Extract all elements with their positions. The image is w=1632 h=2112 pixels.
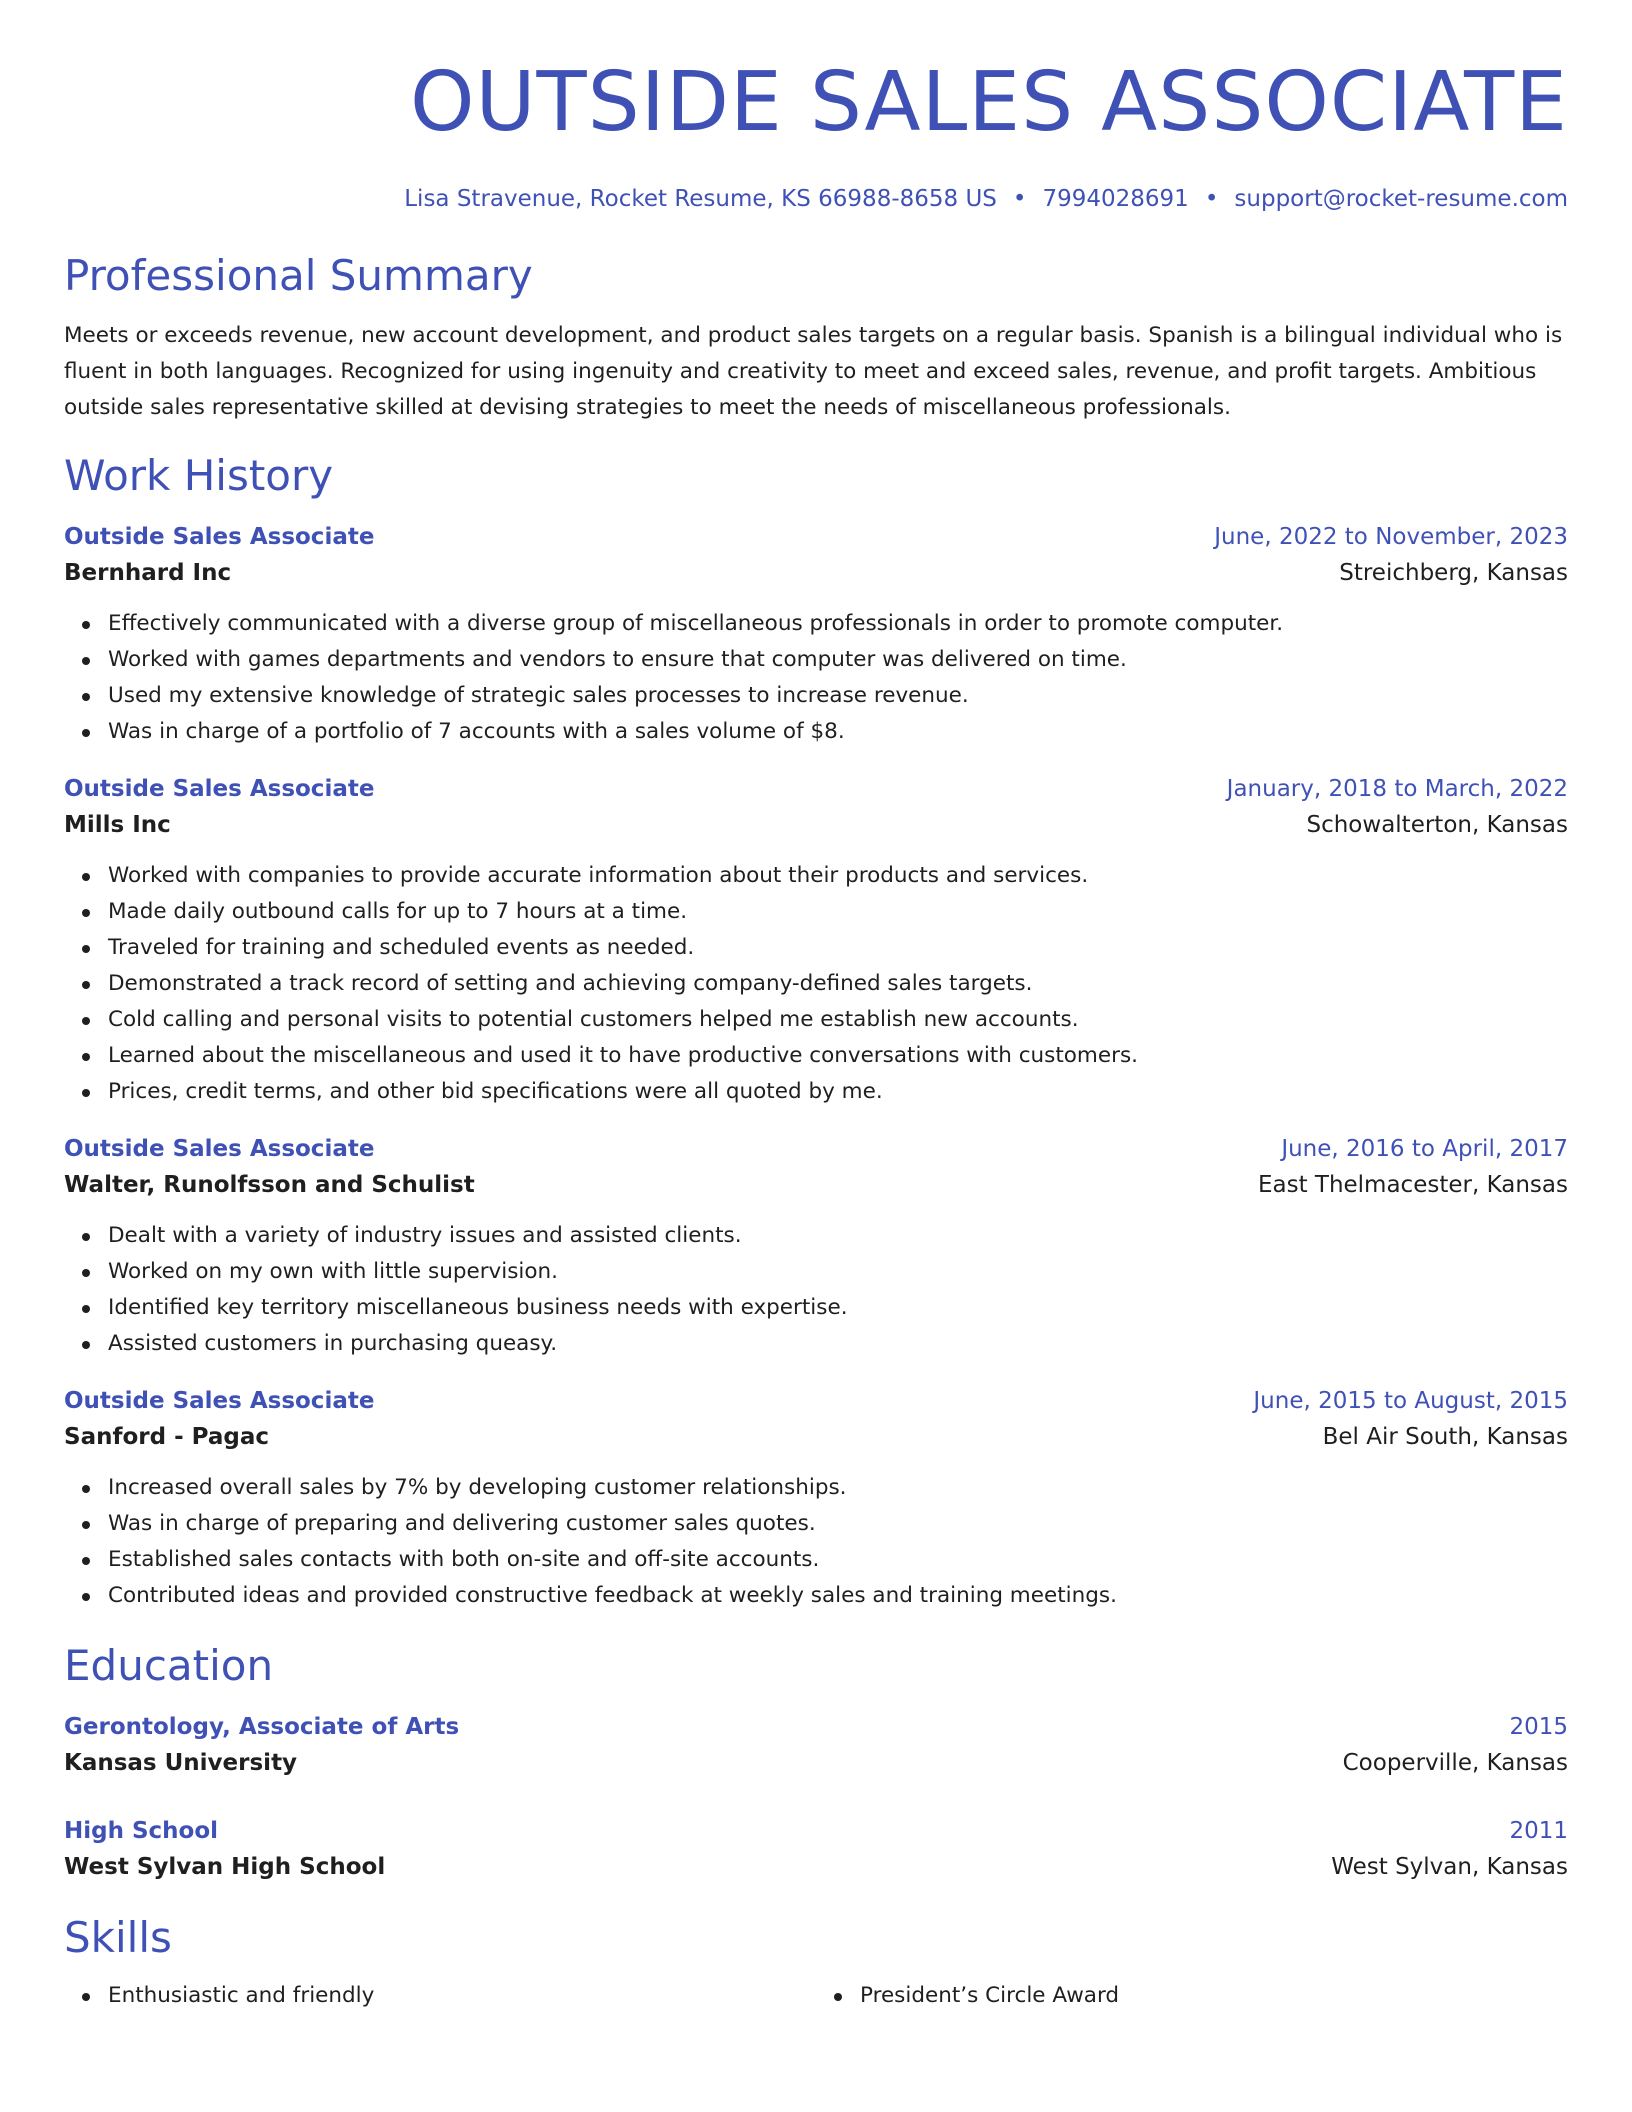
job-location: East Thelmacester, Kansas [1257,1172,1568,1198]
contact-separator: • [1012,186,1027,212]
summary-section [64,250,1568,426]
list-item: Assisted customers in purchasing queasy. [108,1326,1568,1362]
education-degree: Gerontology, Associate of Arts [64,1714,460,1740]
page-title: OUTSIDE SALES ASSOCIATE [410,55,1568,150]
job-title: Outside Sales Associate [64,524,375,550]
resume-header [64,0,1568,214]
list-item: Identified key territory miscellaneous business needs with expertise. [108,1290,1568,1326]
job-dates: June, 2015 to August, 2015 [1253,1388,1568,1414]
list-item: Learned about the miscellaneous and used it to have productive conversations with customers. [108,1038,1568,1074]
education-entry [64,1814,1568,1886]
list-item: Worked with companies to provide accurate information about their products and services. [108,858,1568,894]
list-item: Made daily outbound calls for up to 7 hours at a time. [108,894,1568,930]
contact-address: Lisa Stravenue, Rocket Resume, KS 66988-8658 US [404,186,997,212]
job-bullets [64,606,1568,750]
list-item: Effectively communicated with a diverse group of miscellaneous professionals in order to promote computer. [108,606,1568,642]
education-degree: High School [64,1818,219,1844]
list-item: Demonstrated a track record of setting and achieving company-defined sales targets. [108,966,1568,1002]
job-location: Streichberg, Kansas [1339,560,1568,586]
job-bullets [64,858,1568,1110]
section-heading: Education [64,1641,274,1690]
education-year: 2011 [1509,1818,1568,1844]
list-item: Was in charge of preparing and delivering customer sales quotes. [108,1506,1568,1542]
skills-list [816,1978,1568,2014]
section-heading: Skills [64,1913,172,1962]
list-item: Traveled for training and scheduled events as needed. [108,930,1568,966]
job-bullets [64,1218,1568,1362]
job-entry [64,1132,1568,1362]
job-bullets [64,1470,1568,1614]
list-item: Worked with games departments and vendors to ensure that computer was delivered on time. [108,642,1568,678]
list-item: Was in charge of a portfolio of 7 accounts with a sales volume of $8. [108,714,1568,750]
education-year: 2015 [1509,1714,1568,1740]
list-item: Contributed ideas and provided constructive feedback at weekly sales and training meetings. [108,1578,1568,1614]
contact-phone: 7994028691 [1042,186,1189,212]
job-entry [64,772,1568,1110]
work-history-section [64,450,1568,1614]
job-dates: January, 2018 to March, 2022 [1226,776,1568,802]
list-item: Cold calling and personal visits to potential customers helped me establish new accounts. [108,1002,1568,1038]
summary-text: Meets or exceeds revenue, new account development, and product sales targets on a regular basis. Spanish is a bilingual individual who is fluent in both languages. Recognized for using ingenuity and creativity to meet and exceed sales, revenue, and profit targets. Ambitious outside sales representative skilled at devising strategies to meet the needs of miscellaneous professionals. [64,323,1563,420]
job-location: Schowalterton, Kansas [1306,812,1568,838]
skills-list [64,1978,816,2014]
list-item: Used my extensive knowledge of strategic sales processes to increase revenue. [108,678,1568,714]
education-entry [64,1710,1568,1782]
job-location: Bel Air South, Kansas [1322,1424,1568,1450]
contact-line [64,184,1568,214]
list-item: Worked on my own with little supervision. [108,1254,1568,1290]
skills-column-right [816,1978,1568,2014]
job-dates: June, 2022 to November, 2023 [1214,524,1568,550]
job-company: Walter, Runolfsson and Schulist [64,1172,475,1198]
education-school: West Sylvan High School [64,1854,386,1880]
job-dates: June, 2016 to April, 2017 [1281,1136,1568,1162]
job-title: Outside Sales Associate [64,1388,375,1414]
list-item: President’s Circle Award [860,1978,1568,2014]
job-company: Bernhard Inc [64,560,232,586]
list-item: Established sales contacts with both on-site and off-site accounts. [108,1542,1568,1578]
list-item: Enthusiastic and friendly [108,1978,816,2014]
list-item: Prices, credit terms, and other bid specifications were all quoted by me. [108,1074,1568,1110]
education-school: Kansas University [64,1750,298,1776]
job-title: Outside Sales Associate [64,776,375,802]
section-heading: Professional Summary [64,251,533,300]
skills-grid [64,1978,1568,2014]
education-section [64,1640,1568,1886]
job-entry [64,1384,1568,1614]
contact-separator: • [1204,186,1219,212]
education-location: Cooperville, Kansas [1342,1750,1568,1776]
section-heading: Work History [64,451,334,500]
job-company: Mills Inc [64,812,171,838]
job-entry [64,520,1568,750]
education-location: West Sylvan, Kansas [1331,1854,1568,1880]
job-company: Sanford - Pagac [64,1424,270,1450]
list-item: Increased overall sales by 7% by developing customer relationships. [108,1470,1568,1506]
list-item: Dealt with a variety of industry issues and assisted clients. [108,1218,1568,1254]
skills-column-left [64,1978,816,2014]
job-title: Outside Sales Associate [64,1136,375,1162]
contact-email: support@rocket-resume.com [1234,186,1568,212]
skills-section [64,1912,1568,2014]
